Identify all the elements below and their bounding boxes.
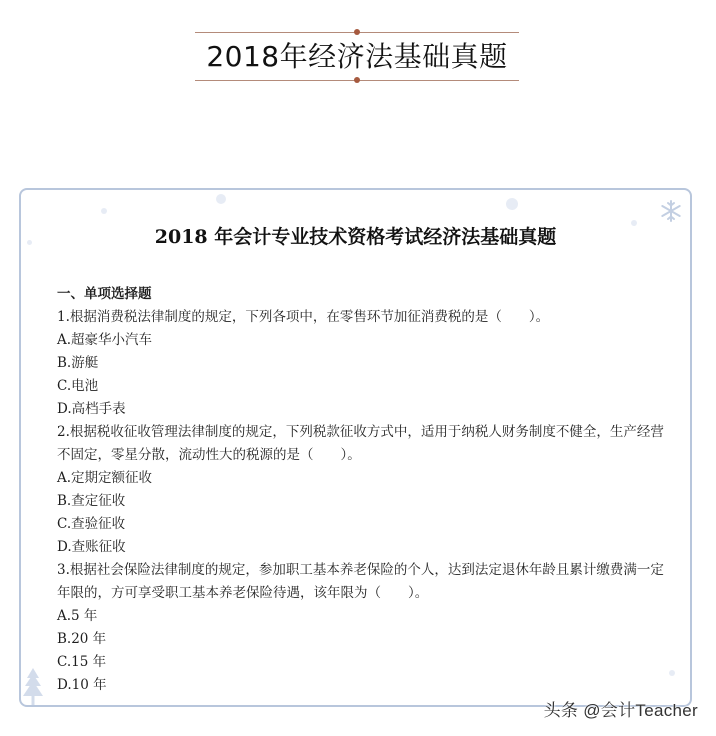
- banner-dot-top: [354, 29, 360, 35]
- answer-option: D.高档手表: [57, 401, 126, 417]
- snow-dot: [101, 208, 107, 214]
- answer-option: A.超豪华小汽车: [57, 332, 153, 348]
- banner: [195, 26, 519, 88]
- snow-dot: [506, 198, 518, 210]
- answer-option: A.5 年: [57, 608, 98, 624]
- answer-option: A.定期定额征收: [57, 470, 153, 486]
- answer-option: B.20 年: [57, 631, 107, 647]
- question-list: [57, 283, 672, 697]
- answer-option: C.15 年: [57, 654, 107, 670]
- question-stem: 3.根据社会保险法律制度的规定，参加职工基本养老保险的个人，达到法定退休年龄且累计缴费满一定年限的，方可享受职工基本养老保险待遇，该年限为（ ）。: [57, 562, 664, 601]
- answer-option: D.查账征收: [57, 539, 126, 555]
- answer-option: D.10 年: [57, 677, 107, 693]
- question-stem: 1.根据消费税法律制度的规定，下列各项中，在零售环节加征消费税的是（ ）。: [57, 309, 550, 325]
- answer-option: C.查验征收: [57, 516, 126, 532]
- tree-icon: [23, 668, 43, 706]
- snowflake-icon: [660, 200, 682, 222]
- banner-dot-bottom: [354, 77, 360, 83]
- answer-option: B.查定征收: [57, 493, 126, 509]
- document-title: 2018 年会计专业技术资格考试经济法基础真题: [154, 226, 557, 248]
- banner-title: 2018年经济法基础真题: [206, 40, 508, 73]
- watermark: 头条 @会计Teacher: [543, 701, 698, 720]
- document-card: [19, 188, 692, 707]
- answer-option: B.游艇: [57, 355, 99, 371]
- section-heading: 一、单项选择题: [57, 286, 152, 302]
- question-stem: 2.根据税收征收管理法律制度的规定，下列税款征收方式中，适用于纳税人财务制度不健全，生产经营不固定，零星分散，流动性大的税源的是（ ）。: [57, 424, 664, 463]
- snow-dot: [216, 194, 226, 204]
- answer-option: C.电池: [57, 378, 99, 394]
